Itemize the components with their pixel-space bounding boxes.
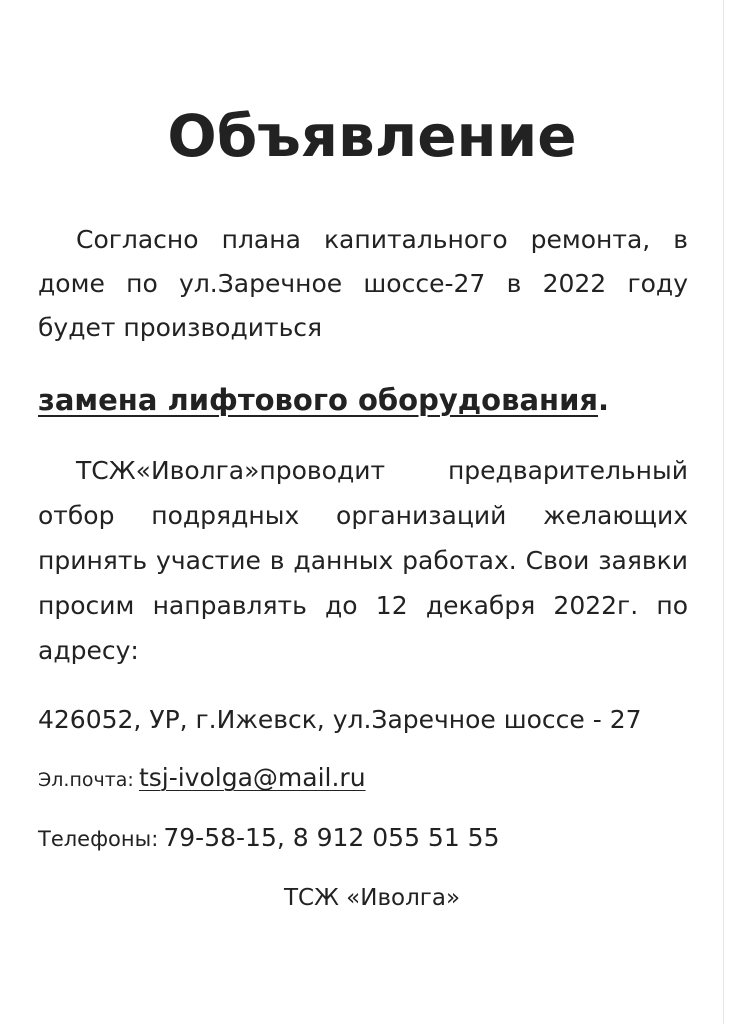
email-row xyxy=(38,758,366,801)
document-title: Объявление xyxy=(167,102,577,170)
intro-paragraph: Согласно плана капитального ремонта, в доме по ул.Заречное шоссе-27 в 2022 году будет производиться xyxy=(38,225,688,342)
highlight-punctuation: . xyxy=(598,383,610,417)
postal-address: 426052, УР, г.Ижевск, ул.Заречное шоссе - 27 xyxy=(38,705,642,734)
email-label: Эл.почта: xyxy=(38,769,134,791)
phones-row xyxy=(38,818,500,861)
invitation-paragraph: ТСЖ«Иволга»проводит предварительный отбор подрядных организаций желающих принять участие в данных работах. Свои заявки просим направлять до 12 декабря 2022г. по адресу: xyxy=(38,456,688,665)
signature: ТСЖ «Иволга» xyxy=(283,885,461,911)
email-link[interactable]: tsj-ivolga@mail.ru xyxy=(138,763,366,792)
phones-value: 79-58-15, 8 912 055 51 55 xyxy=(163,823,500,852)
highlight-line xyxy=(38,378,609,422)
highlight-text: замена лифтового оборудования xyxy=(38,383,599,417)
phones-label: Телефоны: xyxy=(38,827,159,851)
